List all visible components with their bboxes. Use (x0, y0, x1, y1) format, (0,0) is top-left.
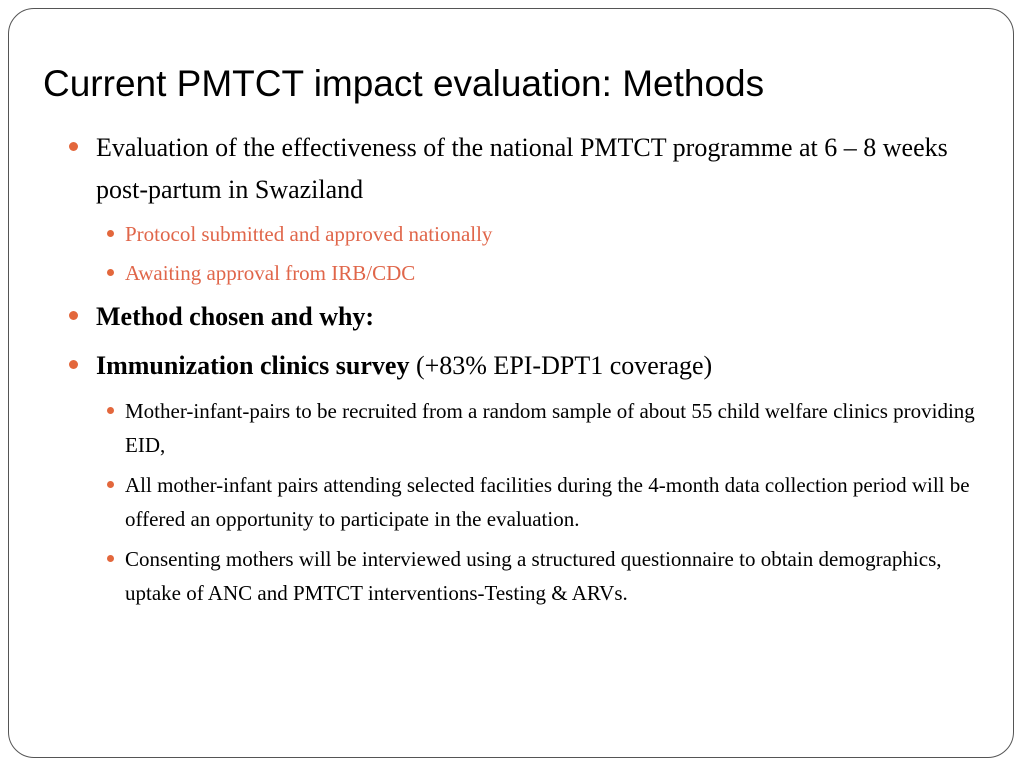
bullet-dot-icon (107, 407, 114, 414)
sub-bullet-attending (69, 468, 999, 536)
sub-bullet-awaiting (69, 256, 999, 290)
sub-bullet-recruitment-text: Mother-infant-pairs to be recruited from a random sample of about 55 child welfare clinics providing EID, (125, 399, 975, 457)
slide-body (69, 127, 999, 610)
sub-bullet-awaiting-text: Awaiting approval from IRB/CDC (125, 261, 416, 285)
slide-title: Current PMTCT impact evaluation: Methods (43, 63, 765, 104)
bullet-dot-icon (69, 142, 78, 151)
bullet-dot-icon (107, 230, 114, 237)
sub-bullet-consenting (69, 542, 999, 610)
bullet-dot-icon (69, 311, 78, 320)
bullet-dot-icon (107, 269, 114, 276)
bullet-dot-icon (69, 360, 78, 369)
sub-bullet-recruitment (69, 394, 999, 462)
sub-bullet-protocol (69, 217, 999, 251)
sub-bullet-attending-text: All mother-infant pairs attending selected facilities during the 4-month data collection period will be offered an opportunity to participate in the evaluation. (125, 473, 970, 531)
bullet-immunization-rest: (+83% EPI-DPT1 coverage) (409, 351, 713, 380)
sub-bullet-consenting-text: Consenting mothers will be interviewed using a structured questionnaire to obtain demographics, uptake of ANC and PMTCT interventions-Testing & ARVs. (125, 547, 942, 605)
bullet-dot-icon (107, 555, 114, 562)
bullet-method-chosen (69, 296, 999, 338)
bullet-immunization (69, 345, 999, 387)
bullet-dot-icon (107, 481, 114, 488)
bullet-list (69, 127, 999, 610)
bullet-evaluation (69, 127, 999, 211)
bullet-immunization-bold: Immunization clinics survey (96, 351, 410, 380)
sub-bullet-protocol-text: Protocol submitted and approved nationally (125, 222, 493, 246)
bullet-evaluation-text: Evaluation of the effectiveness of the national PMTCT programme at 6 – 8 weeks post-partum in Swaziland (96, 133, 948, 204)
bullet-method-chosen-text: Method chosen and why: (96, 302, 375, 331)
slide-frame (8, 8, 1014, 758)
